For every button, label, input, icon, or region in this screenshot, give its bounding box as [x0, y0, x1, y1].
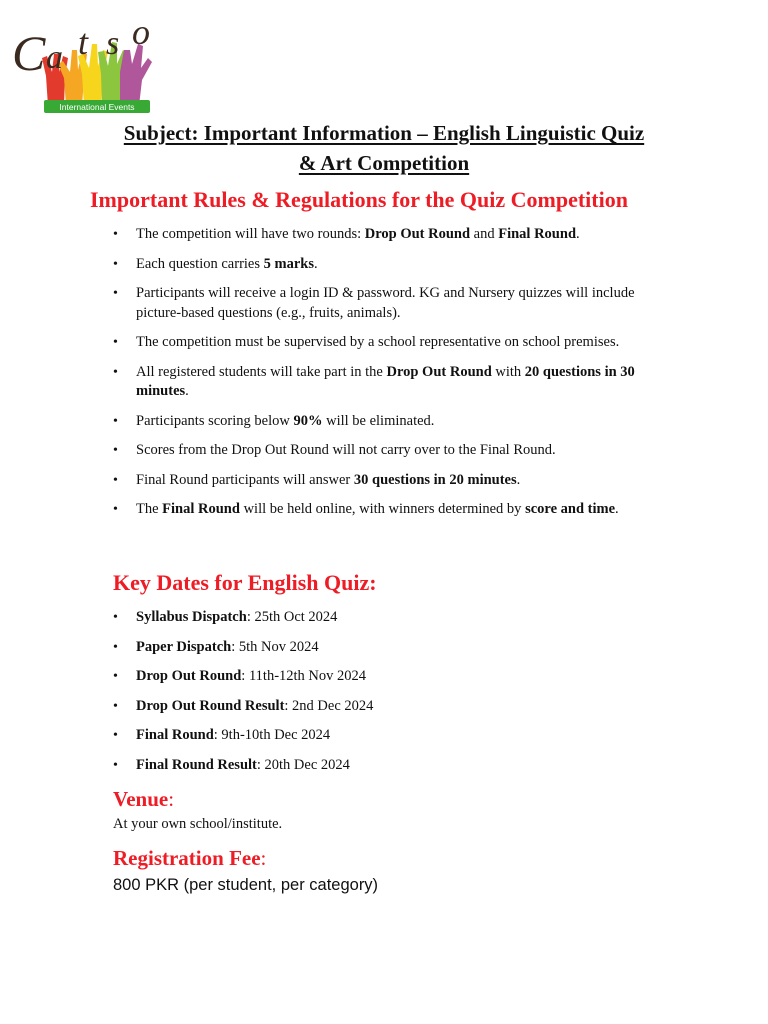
rule-item — [113, 363, 673, 402]
key-date-value: : 5th Nov 2024 — [231, 638, 319, 655]
registration-fee-title-text: Registration Fee — [113, 846, 261, 870]
rule-item — [113, 441, 673, 461]
rule-item — [113, 412, 673, 432]
registration-fee-title-colon: : — [260, 846, 267, 870]
rule-emphasis: Drop Out Round — [386, 363, 492, 380]
rule-text: Scores from the Drop Out Round will not carry over to the Final Round. — [136, 442, 556, 458]
rules-heading: Important Rules & Regulations for the Quiz Competition — [90, 187, 628, 212]
key-date-value: : 11th-12th Nov 2024 — [241, 668, 367, 684]
subject-heading — [0, 118, 768, 178]
key-date-label: Final Round — [136, 727, 214, 743]
subject-line-1: Subject: Important Information – English Linguistic Quiz — [123, 121, 645, 145]
key-date-value: : 9th-10th Dec 2024 — [213, 727, 331, 743]
rule-text: Participants scoring below — [136, 412, 294, 429]
rule-emphasis: 90% — [293, 412, 323, 429]
logo-letter-s: s — [106, 25, 120, 62]
rule-text: . — [314, 255, 318, 272]
rule-text: . — [576, 226, 580, 242]
registration-fee-title — [113, 845, 266, 871]
rule-text: . — [516, 471, 521, 488]
rule-emphasis: Final Round — [162, 501, 240, 517]
rule-emphasis: 30 questions in 20 minutes — [353, 471, 517, 488]
rule-emphasis: Final Round — [498, 226, 577, 242]
rule-text: The competition will have two rounds: — [136, 226, 365, 242]
rule-emphasis: 20 questions in 30 minutes — [136, 363, 635, 399]
key-date-label: Final Round Result — [136, 756, 257, 773]
subject-line-2: & Art Competition — [298, 151, 470, 175]
key-date-value: : 2nd Dec 2024 — [284, 697, 374, 714]
key-date-item — [113, 756, 673, 776]
key-date-label: Drop Out Round Result — [136, 697, 285, 714]
rule-item — [113, 284, 673, 323]
venue-text: At your own school/institute. — [113, 816, 283, 832]
rule-text: The — [136, 501, 163, 517]
logo-letter-a: a — [46, 39, 63, 76]
venue-title-text: Venue — [113, 787, 169, 811]
key-date-item — [113, 638, 673, 658]
key-date-value: : 25th Oct 2024 — [246, 609, 338, 625]
key-date-item — [113, 608, 673, 628]
key-date-value: : 20th Dec 2024 — [256, 756, 350, 773]
rule-text: will be held online, with winners determined by — [239, 501, 526, 517]
venue-title — [113, 786, 174, 812]
rule-item — [113, 500, 673, 520]
key-dates-list — [113, 608, 673, 785]
key-date-item — [113, 697, 673, 717]
rule-emphasis: 5 marks — [263, 255, 314, 272]
rule-item — [113, 225, 673, 245]
logo-letter-c: C — [12, 25, 46, 81]
rule-item — [113, 333, 673, 353]
key-date-label: Drop Out Round — [136, 668, 242, 684]
rule-text: Participants will receive a login ID & password. KG and Nursery quizzes will include picture-based questions (e.g., fruits, animals). — [136, 285, 635, 321]
rule-text: will be eliminated. — [322, 412, 435, 429]
venue-title-colon: : — [168, 787, 175, 811]
rule-text: The competition must be supervised by a school representative on school premises. — [136, 334, 620, 350]
rule-text: with — [491, 363, 525, 380]
key-date-item — [113, 726, 673, 746]
key-date-label: Syllabus Dispatch — [136, 609, 247, 625]
rule-emphasis: Drop Out Round — [364, 226, 471, 242]
rules-list — [113, 225, 673, 530]
rule-text: Each question carries — [136, 255, 264, 272]
logo-letter-t: t — [78, 22, 89, 62]
rule-text: All registered students will take part in the — [136, 363, 387, 380]
key-date-item — [113, 667, 673, 687]
catso-logo — [12, 14, 170, 114]
logo-letter-o: o — [132, 14, 150, 52]
key-dates-heading: Key Dates for English Quiz: — [113, 570, 377, 595]
rule-text: . — [185, 383, 189, 399]
rule-item — [113, 471, 673, 491]
logo-banner-text: International Events — [59, 102, 135, 112]
rule-text: Final Round participants will answer — [136, 471, 354, 488]
rule-text: . — [615, 501, 619, 517]
rule-item — [113, 255, 673, 275]
registration-fee-text: 800 PKR (per student, per category) — [113, 876, 379, 894]
rule-text: and — [470, 226, 499, 242]
key-date-label: Paper Dispatch — [136, 638, 232, 655]
rule-emphasis: score and time — [525, 501, 616, 517]
